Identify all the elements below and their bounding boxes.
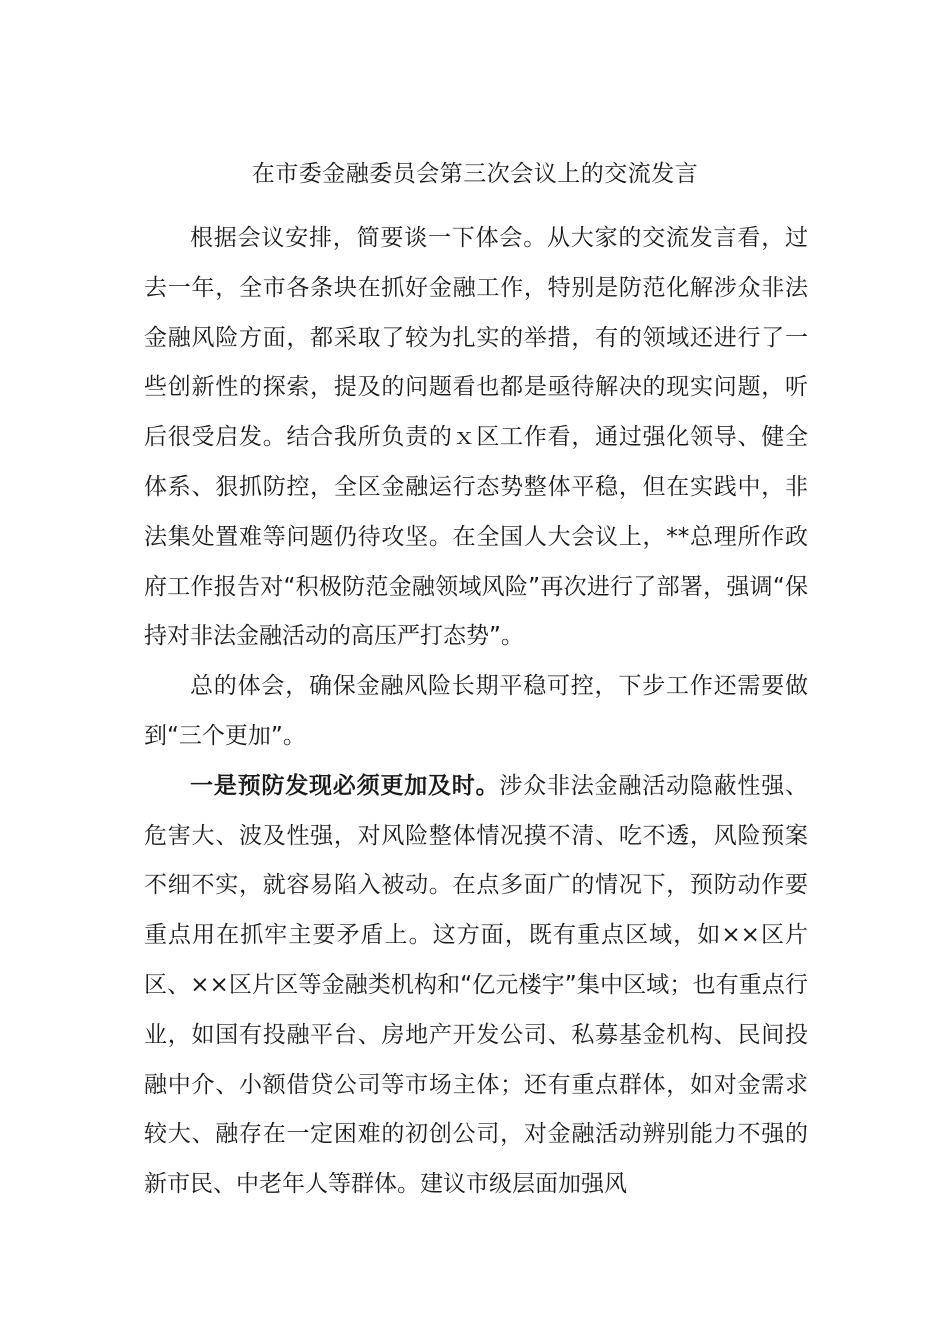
document-body xyxy=(144,214,808,1210)
paragraph-3 xyxy=(144,762,808,1210)
paragraph-3-lead: 一是预防发现必须更加及时。 xyxy=(190,772,500,799)
paragraph-3-text: 涉众非法金融活动隐蔽性强、危害大、波及性强，对风险整体情况摸不清、吃不透，风险预案不细不实，就容易陷入被动。在点多面广的情况下，预防动作要重点用在抓牢主要矛盾上。这方面，既有重点区域，如××区片区、××区片区等金融类机构和“亿元楼宇”集中区域；也有重点行业，如国有投融平台、房地产开发公司、私募基金机构、民间投融中介、小额借贷公司等市场主体；还有重点群体，如对金需求较大、融存在一定困难的初创公司，对金融活动辨别能力不强的新市民、中老年人等群体。建议市级层面加强风 xyxy=(144,772,809,1198)
paragraph-2 xyxy=(144,662,808,762)
document-title: 在市委金融委员会第三次会议上的交流发言 xyxy=(251,161,699,187)
paragraph-1-text: 根据会议安排，简要谈一下体会。从大家的交流发言看，过去一年，全市各条块在抓好金融工作，特别是防范化解涉众非法金融风险方面，都采取了较为扎实的举措，有的领域还进行了一些创新性的探索，提及的问题看也都是亟待解决的现实问题，听后很受启发。结合我所负责的ｘ区工作看，通过强化领导、健全体系、狠抓防控，全区金融运行态势整体平稳，但在实践中，非法集处置难等问题仍待攻坚。在全国人大会议上，**总理所作政府工作报告对“积极防范金融领域风险”再次进行了部署，强调“保持对非法金融活动的高压严打态势”。 xyxy=(144,225,808,650)
paragraph-2-text: 总的体会，确保金融风险长期平稳可控，下步工作还需要做到“三个更加”。 xyxy=(144,673,808,749)
paragraph-1 xyxy=(144,214,808,662)
